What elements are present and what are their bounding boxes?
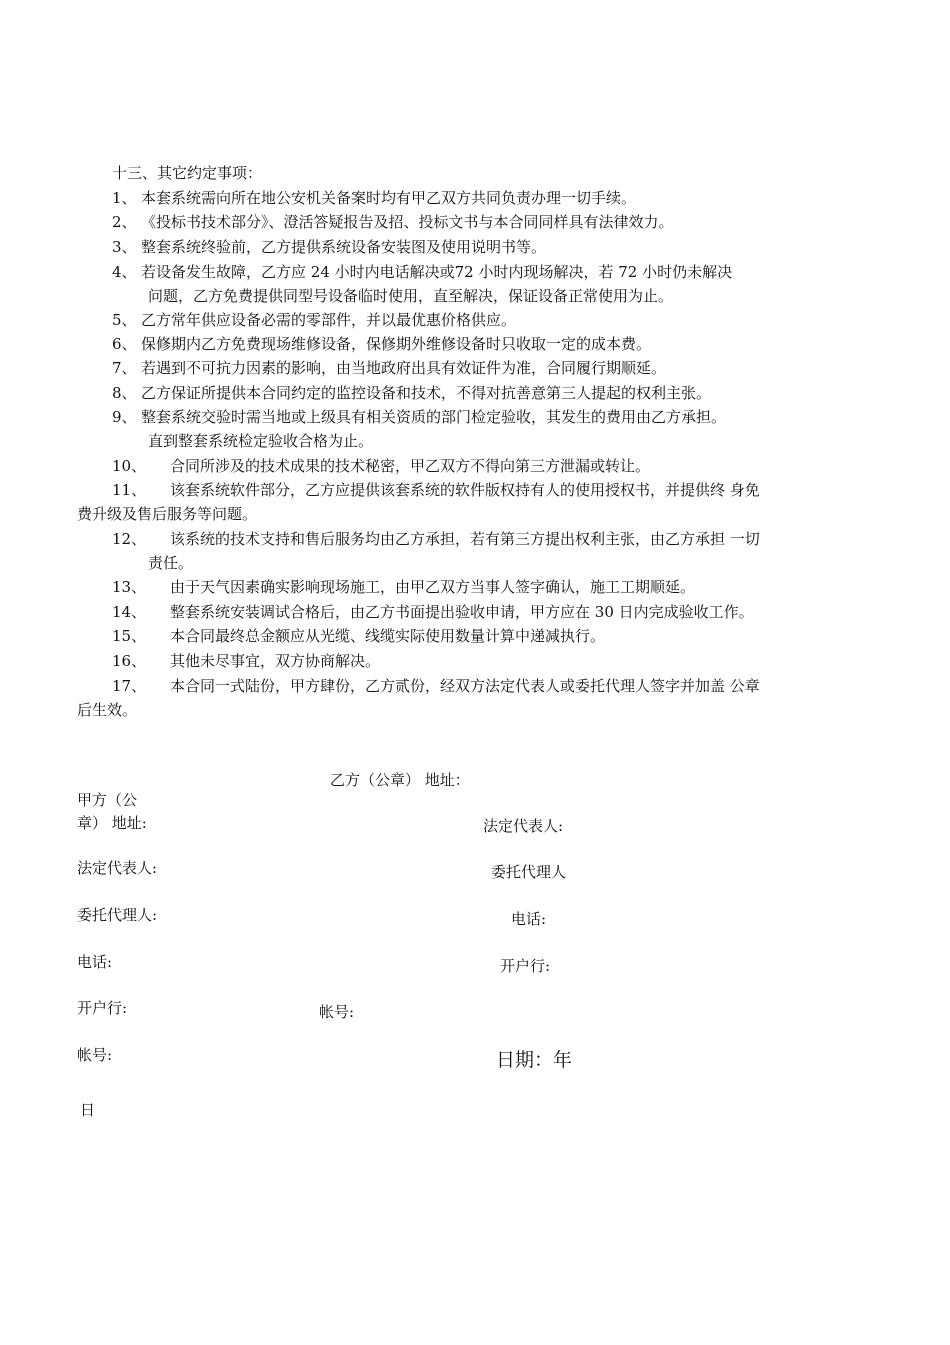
clause-text: 《投标书技术部分》、澄活答疑报告及招、投标文书与本合同同样具有法律效力。 bbox=[141, 213, 674, 231]
section-title: 十三、其它约定事项： bbox=[112, 164, 263, 182]
clause-number: 2、 bbox=[112, 213, 137, 231]
clause-text: 本套系统需向所在地公安机关备案时均有甲乙双方共同负责办理一切手续。 bbox=[141, 189, 637, 207]
clause-text: 保修期内乙方免费现场维修设备，保修期外维修设备时只收取一定的成本费。 bbox=[141, 335, 652, 353]
party-a-legal-rep-label: 法定代表人: bbox=[77, 859, 158, 877]
clause-number: 9、 bbox=[112, 408, 137, 426]
clause-text: 其他未尽事宜，双方协商解决。 bbox=[170, 652, 381, 670]
clause-text: 若遇到不可抗力因素的影响，由当地政府出具有效证件为准，合同履行期顺延。 bbox=[141, 359, 667, 377]
party-b-bank-label: 开户行: bbox=[500, 957, 551, 975]
clause-number: 4、 bbox=[112, 263, 137, 281]
clause-text: 若设备发生故障，乙方应 24 小时内电话解决或72 小时内现场解决，若 72 小时仍未解决 bbox=[141, 263, 733, 281]
party-b-agent-label: 委托代理人 bbox=[491, 863, 567, 881]
clause-number: 12、 bbox=[112, 530, 147, 548]
clause-text: 由于天气因素确实影响现场施工，由甲乙双方当事人签字确认，施工工期顺延。 bbox=[170, 578, 696, 596]
clause-number: 14、 bbox=[112, 603, 147, 621]
party-a-account-label: 帐号: bbox=[77, 1046, 113, 1064]
clause-continuation: 责任。 bbox=[148, 554, 194, 572]
clause-number: 10、 bbox=[112, 457, 147, 475]
clause-text: 整套系统终验前，乙方提供系统设备安装图及使用说明书等。 bbox=[141, 238, 547, 256]
clause-text: 该系统的技术支持和售后服务均由乙方承担，若有第三方提出权利主张，由乙方承担 一切 bbox=[170, 530, 760, 548]
party-a-header-line1: 甲方（公 bbox=[77, 791, 138, 809]
party-b-phone-label: 电话: bbox=[511, 910, 547, 928]
clause-number: 17、 bbox=[112, 677, 147, 695]
clause-text: 乙方常年供应设备必需的零部件，并以最优惠价格供应。 bbox=[141, 311, 517, 329]
party-a-agent-label: 委托代理人: bbox=[77, 906, 158, 924]
clause-number: 8、 bbox=[112, 384, 137, 402]
clause-number: 7、 bbox=[112, 359, 137, 377]
party-b-account-label: 帐号: bbox=[319, 1003, 355, 1021]
clause-text: 本合同一式陆份，甲方肆份，乙方贰份，经双方法定代表人或委托代理人签字并加盖 公章 bbox=[170, 677, 760, 695]
clause-text: 该套系统软件部分，乙方应提供该套系统的软件版权持有人的使用授权书，并提供终 身免 bbox=[170, 481, 760, 499]
party-a-phone-label: 电话: bbox=[77, 953, 113, 971]
clause-continuation: 后生效。 bbox=[77, 701, 138, 719]
clause-text: 合同所涉及的技术成果的技术秘密，甲乙双方不得向第三方泄漏或转让。 bbox=[170, 457, 651, 475]
clause-number: 6、 bbox=[112, 335, 137, 353]
clause-continuation: 问题，乙方免费提供同型号设备临时使用，直至解决，保证设备正常使用为止。 bbox=[148, 287, 674, 305]
party-b-legal-rep-label: 法定代表人: bbox=[483, 817, 564, 835]
party-b-header: 乙方（公章） 地址： bbox=[330, 771, 470, 789]
clause-number: 1、 bbox=[112, 189, 137, 207]
clause-text: 整套系统交验时需当地或上级具有相关资质的部门检定验收，其发生的费用由乙方承担。 bbox=[141, 408, 727, 426]
clause-text: 本合同最终总金额应从光缆、线缆实际使用数量计算中递减执行。 bbox=[170, 627, 606, 645]
party-a-bank-label: 开户行: bbox=[77, 999, 128, 1017]
clause-number: 13、 bbox=[112, 578, 147, 596]
clause-continuation: 费升级及售后服务等问题。 bbox=[77, 505, 258, 523]
party-a-header-line2: 章） 地址: bbox=[77, 814, 147, 832]
clause-number: 5、 bbox=[112, 311, 137, 329]
clause-number: 11、 bbox=[112, 481, 147, 499]
clause-number: 16、 bbox=[112, 652, 147, 670]
clause-number: 3、 bbox=[112, 238, 137, 256]
clause-number: 15、 bbox=[112, 627, 147, 645]
clause-text: 乙方保证所提供本合同约定的监控设备和技术，不得对抗善意第三人提起的权利主张。 bbox=[141, 384, 712, 402]
clause-text: 整套系统安装调试合格后，由乙方书面提出验收申请，甲方应在 30 日内完成验收工作。 bbox=[170, 603, 754, 621]
party-a-day-label: 日 bbox=[80, 1101, 96, 1119]
clause-continuation: 直到整套系统检定验收合格为止。 bbox=[148, 432, 374, 450]
party-b-date-label: 日期：年 bbox=[496, 1049, 573, 1071]
